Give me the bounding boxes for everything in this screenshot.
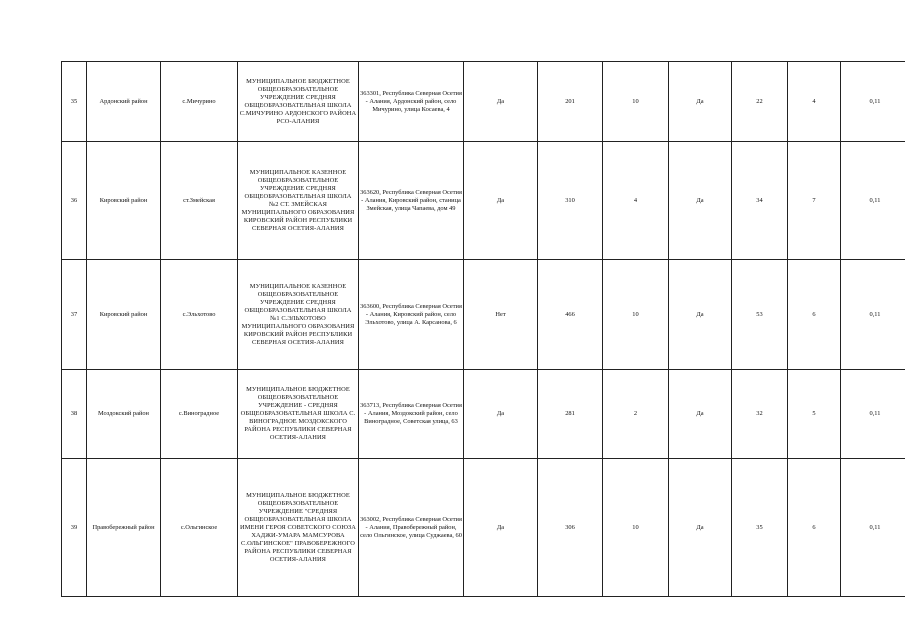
table-row	[62, 260, 905, 370]
organization-cell: МУНИЦИПАЛЬНОЕ КАЗЕННОЕ ОБЩЕОБРАЗОВАТЕЛЬНОЕ УЧРЕЖДЕНИЕ СРЕДНЯЯ ОБЩЕОБРАЗОВАТЕЛЬНАЯ ШКОЛА №1 С.ЭЛЬХОТОВО МУНИЦИПАЛЬНОГО ОБРАЗОВАНИЯ КИРОВСКИЙ РАЙОН РЕСПУБЛИКИ СЕВЕРНАЯ ОСЕТИЯ-АЛАНИЯ	[238, 260, 359, 370]
locality-cell: ст.Змейская	[161, 142, 238, 260]
address-cell: 363600, Республика Северная Осетия - Алания, Кировский район, село Эльхотово, улица А. Карсанова, 6	[359, 260, 464, 370]
row-number: 35	[62, 62, 87, 142]
district-cell: Моздокский район	[87, 370, 161, 459]
value3-cell: 7	[788, 142, 841, 260]
locality-cell: с.Эльхотово	[161, 260, 238, 370]
capacity-cell: 201	[538, 62, 603, 142]
value3-cell: 6	[788, 459, 841, 597]
district-cell: Правобережный район	[87, 459, 161, 597]
ratio-cell: 0,11	[841, 260, 905, 370]
capacity-cell: 306	[538, 459, 603, 597]
value2-cell: 53	[732, 260, 788, 370]
address-cell: 363713, Республика Северная Осетия - Алания, Моздокский район, село Виноградное, Советская улица, 63	[359, 370, 464, 459]
value2-cell: 22	[732, 62, 788, 142]
flag2-cell: Да	[669, 459, 732, 597]
value1-cell: 10	[603, 260, 669, 370]
ratio-cell: 0,11	[841, 142, 905, 260]
value2-cell: 35	[732, 459, 788, 597]
capacity-cell: 466	[538, 260, 603, 370]
flag2-cell: Да	[669, 142, 732, 260]
value1-cell: 4	[603, 142, 669, 260]
organization-cell: МУНИЦИПАЛЬНОЕ БЮДЖЕТНОЕ ОБЩЕОБРАЗОВАТЕЛЬНОЕ УЧРЕЖДЕНИЕ - СРЕДНЯЯ ОБЩЕОБРАЗОВАТЕЛЬНАЯ ШКОЛА С. ВИНОГРАДНОЕ МОЗДОКСКОГО РАЙОНА РЕСПУБЛИКИ СЕВЕРНАЯ ОСЕТИЯ-АЛАНИЯ	[238, 370, 359, 459]
flag2-cell: Да	[669, 370, 732, 459]
value3-cell: 6	[788, 260, 841, 370]
address-cell: 363002, Республика Северная Осетия - Алания, Правобережный район, село Ольгинское, улица Суджаева, 60	[359, 459, 464, 597]
row-number: 39	[62, 459, 87, 597]
row-number: 38	[62, 370, 87, 459]
value3-cell: 4	[788, 62, 841, 142]
ratio-cell: 0,11	[841, 62, 905, 142]
value1-cell: 10	[603, 459, 669, 597]
schools-table	[61, 61, 905, 597]
flag1-cell: Да	[464, 142, 538, 260]
table-row	[62, 459, 905, 597]
capacity-cell: 281	[538, 370, 603, 459]
organization-cell: МУНИЦИПАЛЬНОЕ КАЗЕННОЕ ОБЩЕОБРАЗОВАТЕЛЬНОЕ УЧРЕЖДЕНИЕ СРЕДНЯЯ ОБЩЕОБРАЗОВАТЕЛЬНАЯ ШКОЛА №2 СТ. ЗМЕЙСКАЯ МУНИЦИПАЛЬНОГО ОБРАЗОВАНИЯ КИРОВСКИЙ РАЙОН РЕСПУБЛИКИ СЕВЕРНАЯ ОСЕТИЯ-АЛАНИЯ	[238, 142, 359, 260]
value1-cell: 10	[603, 62, 669, 142]
district-cell: Ардонский район	[87, 62, 161, 142]
ratio-cell: 0,11	[841, 370, 905, 459]
table-row	[62, 370, 905, 459]
district-cell: Кировский район	[87, 142, 161, 260]
organization-cell: МУНИЦИПАЛЬНОЕ БЮДЖЕТНОЕ ОБЩЕОБРАЗОВАТЕЛЬНОЕ УЧРЕЖДЕНИЕ "СРЕДНЯЯ ОБЩЕОБРАЗОВАТЕЛЬНАЯ ШКОЛА ИМЕНИ ГЕРОЯ СОВЕТСКОГО СОЮЗА ХАДЖИ-УМАРА МАМСУРОВА С.ОЛЬГИНСКОЕ" ПРАВОБЕРЕЖНОГО РАЙОНА РЕСПУБЛИКИ СЕВЕРНАЯ ОСЕТИЯ-АЛАНИЯ	[238, 459, 359, 597]
locality-cell: с.Ольгинское	[161, 459, 238, 597]
locality-cell: с.Мичурино	[161, 62, 238, 142]
ratio-cell: 0,11	[841, 459, 905, 597]
value3-cell: 5	[788, 370, 841, 459]
flag1-cell: Да	[464, 62, 538, 142]
row-number: 36	[62, 142, 87, 260]
flag1-cell: Да	[464, 370, 538, 459]
address-cell: 363301, Республика Северная Осетия - Алания, Ардонский район, село Мичурино, улица Косаева, 4	[359, 62, 464, 142]
value1-cell: 2	[603, 370, 669, 459]
flag1-cell: Нет	[464, 260, 538, 370]
capacity-cell: 310	[538, 142, 603, 260]
flag1-cell: Да	[464, 459, 538, 597]
district-cell: Кировский район	[87, 260, 161, 370]
value2-cell: 32	[732, 370, 788, 459]
row-number: 37	[62, 260, 87, 370]
table-row	[62, 142, 905, 260]
value2-cell: 34	[732, 142, 788, 260]
locality-cell: с.Виноградное	[161, 370, 238, 459]
organization-cell: МУНИЦИПАЛЬНОЕ БЮДЖЕТНОЕ ОБЩЕОБРАЗОВАТЕЛЬНОЕ УЧРЕЖДЕНИЕ СРЕДНЯЯ ОБЩЕОБРАЗОВАТЕЛЬНАЯ ШКОЛА С.МИЧУРИНО АРДОНСКОГО РАЙОНА РСО-АЛАНИЯ	[238, 62, 359, 142]
table-row	[62, 62, 905, 142]
address-cell: 363620, Республика Северная Осетия - Алания, Кировский район, станица Змейская, улица Чапаева, дом 49	[359, 142, 464, 260]
flag2-cell: Да	[669, 62, 732, 142]
flag2-cell: Да	[669, 260, 732, 370]
